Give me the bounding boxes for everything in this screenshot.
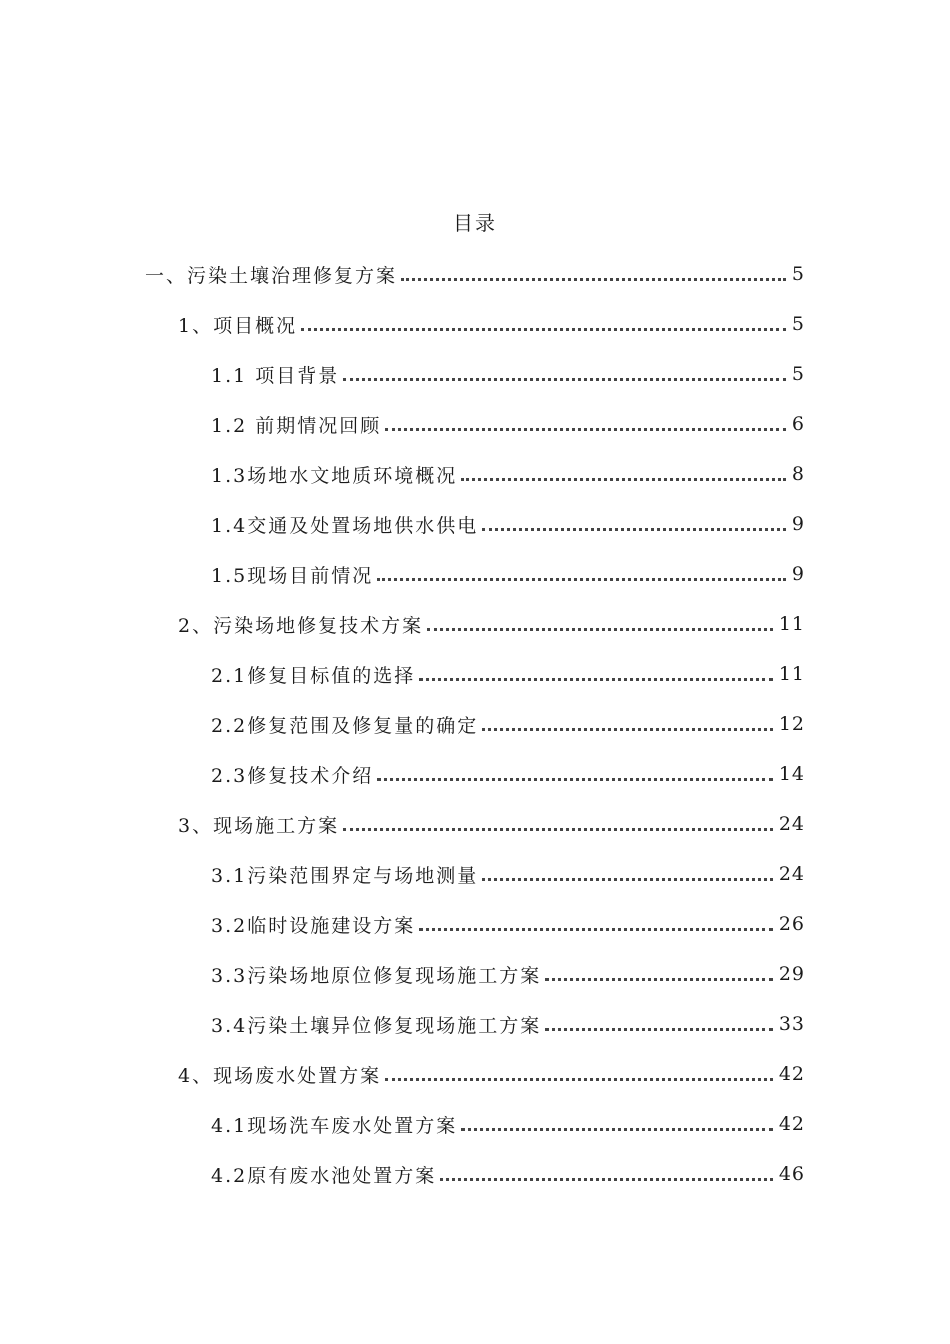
toc-entry[interactable] bbox=[211, 958, 805, 990]
toc-entry[interactable] bbox=[211, 908, 805, 940]
toc-entry-label: 2.3修复技术介绍 bbox=[211, 764, 374, 787]
toc-page-number: 9 bbox=[791, 513, 805, 535]
toc-dot-leader bbox=[301, 308, 786, 340]
toc-entry-label: 2.1修复目标值的选择 bbox=[211, 664, 416, 687]
toc-entry[interactable] bbox=[211, 658, 805, 690]
toc-dot-leader bbox=[545, 1008, 773, 1040]
toc-page-number: 12 bbox=[778, 713, 805, 735]
toc-page-number: 6 bbox=[791, 413, 805, 435]
toc-entry[interactable] bbox=[211, 708, 805, 740]
toc-dot-leader bbox=[427, 608, 773, 640]
toc-dot-leader bbox=[385, 408, 786, 440]
toc-entry[interactable] bbox=[178, 608, 805, 640]
toc-entry[interactable] bbox=[211, 508, 805, 540]
toc-entry-label: 3.4污染土壤异位修复现场施工方案 bbox=[211, 1014, 542, 1037]
toc-entry-label: 3.3污染场地原位修复现场施工方案 bbox=[211, 964, 542, 987]
toc-entry-label: 3.1污染范围界定与场地测量 bbox=[211, 864, 479, 887]
toc-page-number: 33 bbox=[778, 1013, 805, 1035]
toc-entry[interactable] bbox=[178, 308, 805, 340]
toc-entry[interactable] bbox=[211, 1008, 805, 1040]
toc-page-number: 42 bbox=[778, 1113, 805, 1135]
toc-page-number: 26 bbox=[778, 913, 805, 935]
toc-entry[interactable] bbox=[211, 1158, 805, 1190]
toc-entry-label: 1.5现场目前情况 bbox=[211, 564, 374, 587]
toc-page-number: 8 bbox=[791, 463, 805, 485]
toc-entry-label: 1.3场地水文地质环境概况 bbox=[211, 464, 458, 487]
toc-dot-leader bbox=[482, 508, 786, 540]
toc-entry[interactable] bbox=[211, 358, 805, 390]
toc-entry-label: 2、污染场地修复技术方案 bbox=[178, 614, 424, 637]
toc-dot-leader bbox=[461, 1108, 773, 1140]
toc-dot-leader bbox=[385, 1058, 773, 1090]
toc-entry-label: 4.2原有废水池处置方案 bbox=[211, 1164, 437, 1187]
toc-dot-leader bbox=[461, 458, 786, 490]
toc-entry-label: 3.2临时设施建设方案 bbox=[211, 914, 416, 937]
toc-page-number: 9 bbox=[791, 563, 805, 585]
toc-entry-label: 1、项目概况 bbox=[178, 314, 298, 337]
toc-entry[interactable] bbox=[178, 808, 805, 840]
toc-entry-label: 3、现场施工方案 bbox=[178, 814, 340, 837]
toc-entry-label: 2.2修复范围及修复量的确定 bbox=[211, 714, 479, 737]
toc-entry[interactable] bbox=[178, 1058, 805, 1090]
toc-entry[interactable] bbox=[211, 758, 805, 790]
toc-dot-leader bbox=[545, 958, 773, 990]
toc-page-number: 24 bbox=[778, 813, 805, 835]
toc-page-number: 5 bbox=[791, 263, 805, 285]
toc-entry[interactable] bbox=[145, 258, 805, 290]
toc-page-number: 11 bbox=[778, 663, 805, 685]
toc-entry[interactable] bbox=[211, 858, 805, 890]
toc-entry[interactable] bbox=[211, 558, 805, 590]
toc-dot-leader bbox=[401, 258, 786, 290]
toc-dot-leader bbox=[377, 758, 773, 790]
toc-page-number: 24 bbox=[778, 863, 805, 885]
toc-dot-leader bbox=[482, 708, 773, 740]
toc-entry-label: 一、污染土壤治理修复方案 bbox=[145, 264, 398, 287]
toc-entry-label: 1.2 前期情况回顾 bbox=[211, 414, 382, 437]
toc-page-number: 11 bbox=[778, 613, 805, 635]
toc-page-number: 46 bbox=[778, 1163, 805, 1185]
toc-page-number: 14 bbox=[778, 763, 805, 785]
toc-page-number: 5 bbox=[791, 363, 805, 385]
toc-entry-label: 4、现场废水处置方案 bbox=[178, 1064, 382, 1087]
toc-dot-leader bbox=[419, 658, 773, 690]
toc-entry[interactable] bbox=[211, 458, 805, 490]
toc-entry[interactable] bbox=[211, 408, 805, 440]
toc-dot-leader bbox=[377, 558, 786, 590]
toc-dot-leader bbox=[419, 908, 773, 940]
toc-dot-leader bbox=[343, 358, 786, 390]
toc-dot-leader bbox=[482, 858, 773, 890]
toc-page-number: 29 bbox=[778, 963, 805, 985]
toc-entry-label: 4.1现场洗车废水处置方案 bbox=[211, 1114, 458, 1137]
toc-dot-leader bbox=[440, 1158, 773, 1190]
toc-dot-leader bbox=[343, 808, 773, 840]
toc-title: 目录 bbox=[453, 211, 497, 235]
toc-page-number: 5 bbox=[791, 313, 805, 335]
toc-page-number: 42 bbox=[778, 1063, 805, 1085]
toc-entry[interactable] bbox=[211, 1108, 805, 1140]
toc-entry-label: 1.4交通及处置场地供水供电 bbox=[211, 514, 479, 537]
toc-entry-label: 1.1 项目背景 bbox=[211, 364, 340, 387]
